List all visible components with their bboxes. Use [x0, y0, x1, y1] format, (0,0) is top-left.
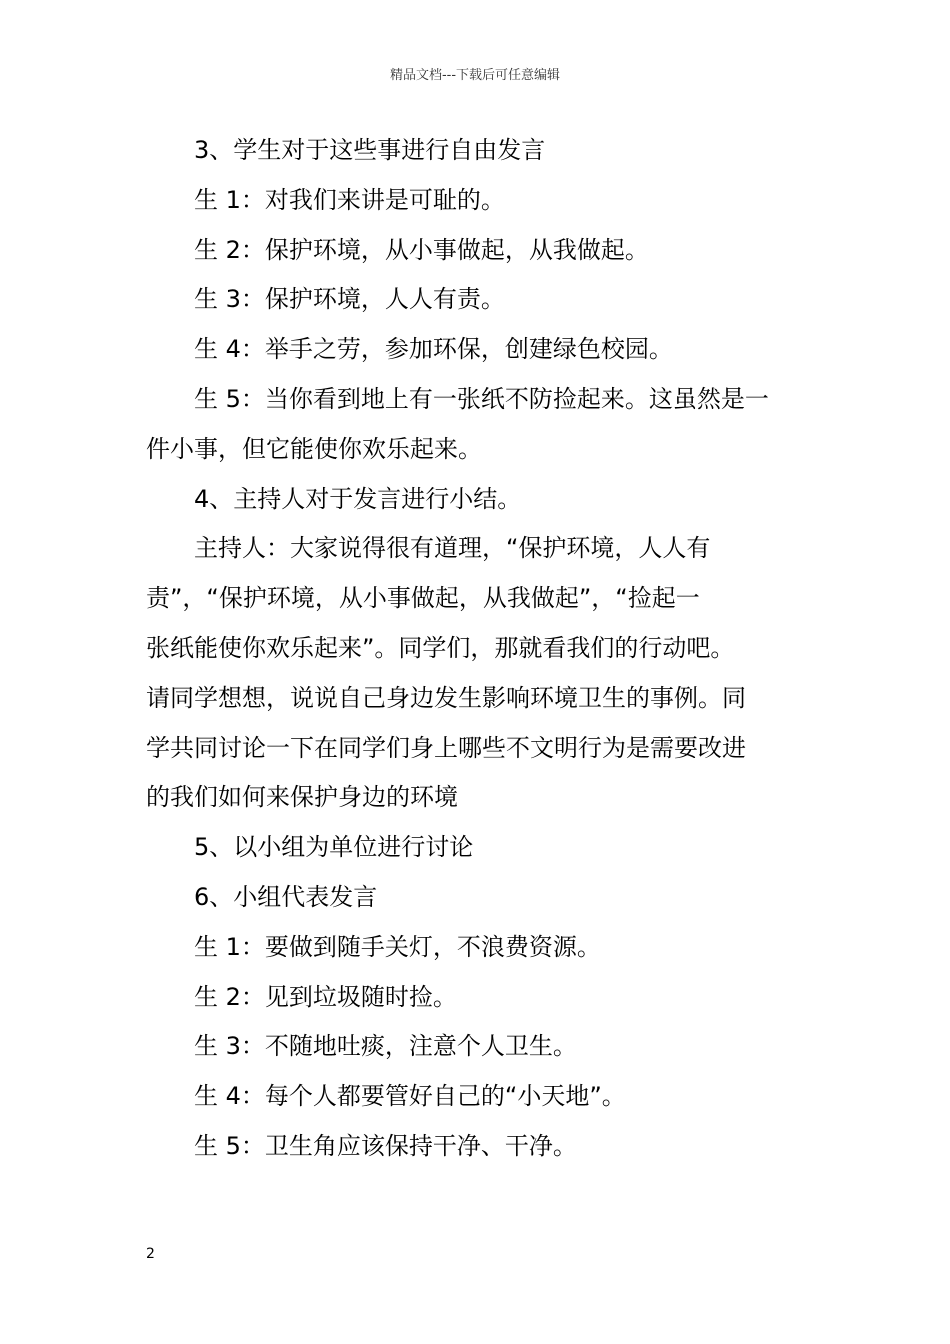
text-line: 件小事，但它能使你欢乐起来。 — [146, 434, 482, 463]
text-line: 4、主持人对于发言进行小结。 — [194, 484, 522, 513]
text-line: 生 4：每个人都要管好自己的“小天地”。 — [194, 1082, 626, 1111]
text-line: 3、学生对于这些事进行自由发言 — [194, 136, 546, 164]
text-line: 6、小组代表发言 — [194, 882, 378, 911]
text-line: 生 2：保护环境，从小事做起，从我做起。 — [194, 235, 649, 264]
text-line: 责”，“保护环境，从小事做起，从我做起”，“捡起一 — [146, 584, 700, 613]
text-line: 学共同讨论一下在同学们身上哪些不文明行为是需要改进 — [146, 733, 746, 762]
text-line: 生 5：卫生角应该保持干净、干净。 — [194, 1131, 577, 1160]
text-line: 的我们如何来保护身边的环境 — [146, 783, 458, 812]
text-line: 生 3：保护环境，人人有责。 — [194, 285, 505, 314]
text-line: 生 1：对我们来讲是可耻的。 — [194, 185, 505, 214]
text-line: 请同学想想，说说自己身边发生影响环境卫生的事例。同 — [146, 683, 746, 712]
text-line: 生 2：见到垃圾随时捡。 — [194, 982, 457, 1011]
text-line: 生 1：要做到随手关灯，不浪费资源。 — [194, 932, 601, 961]
text-line: 张纸能使你欢乐起来”。同学们，那就看我们的行动吧。 — [146, 633, 735, 662]
page-header: 精品文档---下载后可任意编辑 — [389, 68, 561, 83]
text-line: 5、以小组为单位进行讨论 — [194, 833, 474, 862]
text-line: 生 5：当你看到地上有一张纸不防捡起来。这虽然是一 — [194, 384, 769, 413]
document-body — [146, 126, 806, 1172]
text-line: 主持人：大家说得很有道理，“保护环境，人人有 — [194, 534, 711, 563]
text-line: 生 3：不随地吐痰，注意个人卫生。 — [194, 1032, 577, 1061]
text-line: 生 4：举手之劳，参加环保，创建绿色校园。 — [194, 335, 673, 364]
page-number: 2 — [146, 1246, 155, 1262]
